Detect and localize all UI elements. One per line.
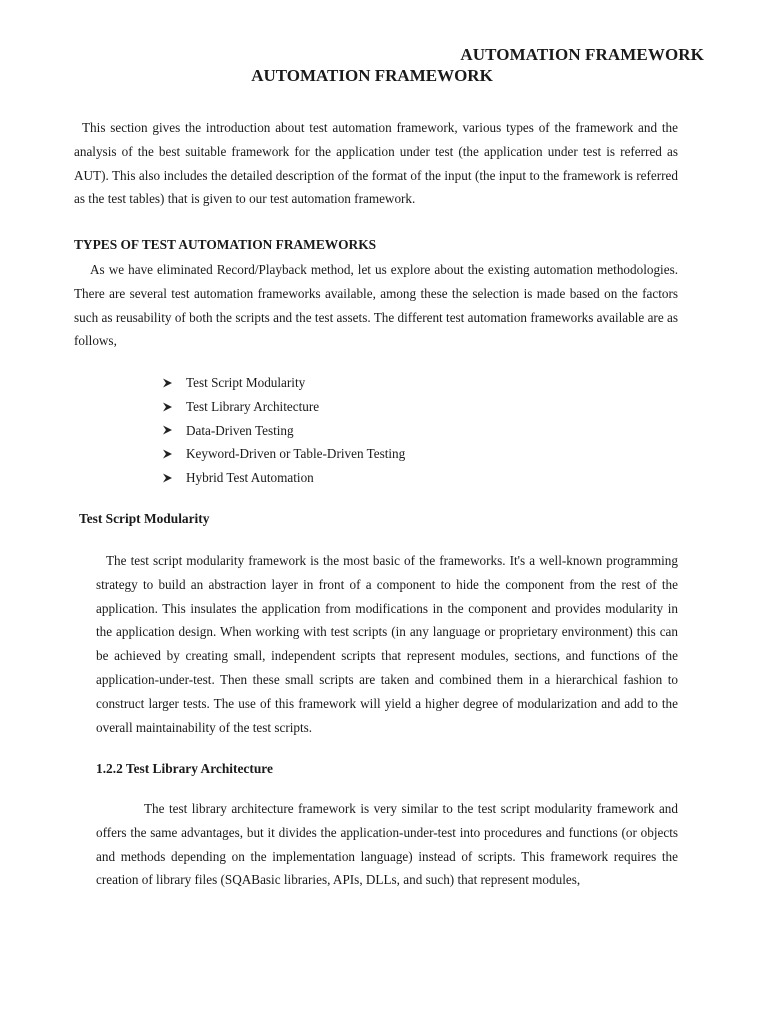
arrowhead-bullet-icon [162,473,173,483]
arrowhead-bullet-icon [162,402,173,412]
list-item-label: Hybrid Test Automation [186,470,314,486]
framework-list [162,371,405,490]
types-paragraph: As we have eliminated Record/Playback method, let us explore about the existing automation methodologies. There are several test automation frameworks available, among these the selection is made based on the factors such as reusability of both the scripts and the test assets. The different test automation frameworks available are as follows, [74,262,678,349]
list-item [162,371,405,395]
list-item-label: Data-Driven Testing [186,422,294,438]
test-library-architecture-heading: 1.2.2 Test Library Architecture [96,761,273,776]
list-item [162,419,405,443]
test-library-architecture-paragraph: The test library architecture framework is very similar to the test script modularity framework and offers the same advantages, but it divides the application-under-test into procedures and functions (or objects and methods depending on the implementation language) instead of scripts. This framework requires the creation of library files (SQABasic libraries, APIs, DLLs, and such) that represent modules, [96,801,678,888]
intro-paragraph: This section gives the introduction about test automation framework, various types of the framework and the analysis of the best suitable framework for the application under test (the application under test is referred as AUT). This also includes the detailed description of the format of the input (the input to the framework is referred as the test tables) that is given to our test automation framework. [74,120,678,207]
arrowhead-bullet-icon [162,449,173,459]
arrowhead-bullet-icon [162,425,173,435]
list-item [162,442,405,466]
list-item [162,466,405,490]
list-item-label: Keyword-Driven or Table-Driven Testing [186,446,406,462]
test-script-modularity-paragraph: The test script modularity framework is the most basic of the frameworks. It's a well-known programming strategy to build an abstraction layer in front of a component to hide the component from the rest of the application. This insulates the application from modifications in the component and provides modularity in the application design. When working with test scripts (in any language or proprietary environment) this can be achieved by creating small, independent scripts that represent modules, sections, and functions of the application-under-test. Then these small scripts are taken and combined them in a hierarchical fashion to construct larger tests. The use of this framework will yield a higher degree of modularization and add to the overall maintainability of the test scripts. [96,553,678,735]
list-item [162,395,405,419]
test-script-modularity-heading: Test Script Modularity [79,511,210,526]
types-heading: TYPES OF TEST AUTOMATION FRAMEWORKS [74,237,377,252]
list-item-label: Test Script Modularity [186,375,306,390]
running-header: AUTOMATION FRAMEWORK [460,45,704,64]
document-title: AUTOMATION FRAMEWORK [251,66,493,85]
arrowhead-bullet-icon [162,378,173,388]
list-item-label: Test Library Architecture [186,398,320,414]
